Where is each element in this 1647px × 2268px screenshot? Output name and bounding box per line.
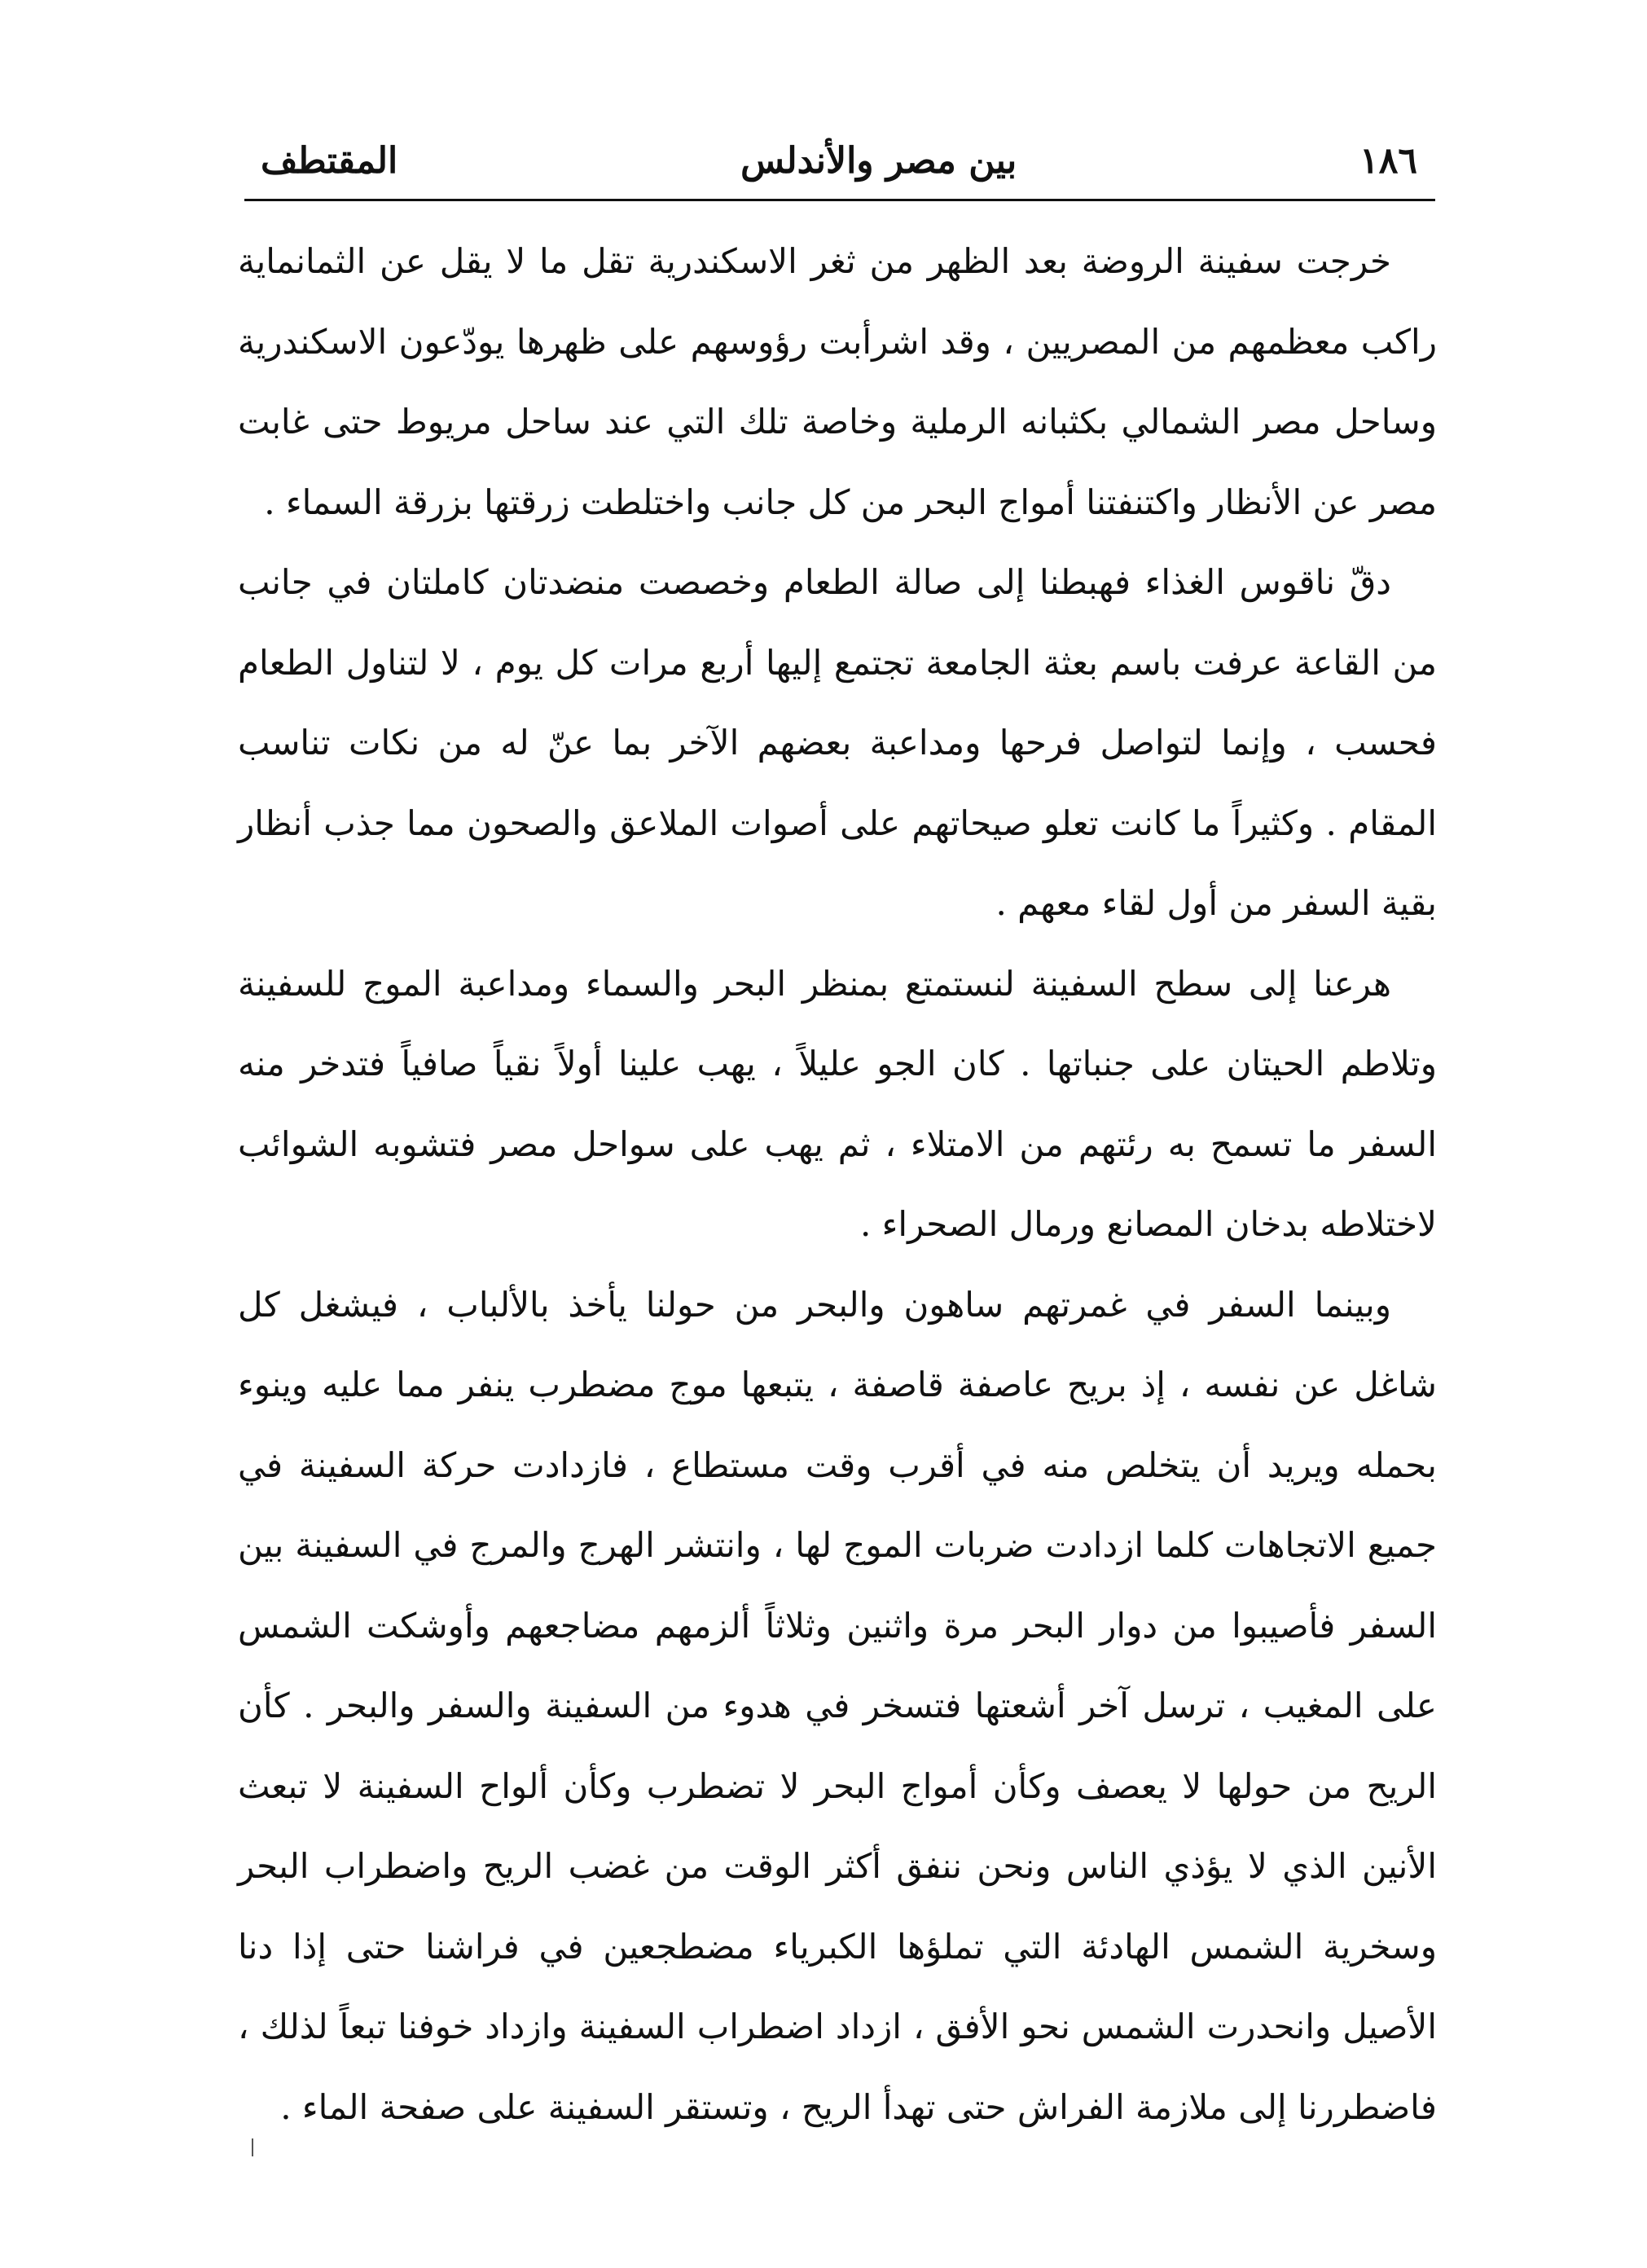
- paragraph-3: هرعنا إلى سطح السفينة لنستمتع بمنظر البحر والسماء ومداعبة الموج للسفينة وتلاطم الحيتان على جنباتها . كان الجو عليلاً ، يهب علينا أولاً نقياً صافياً فتدخر منه السفر ما تسمح به رئتهم من الامتلاء ، ثم يهب على سواحل مصر فتشوبه الشوائب لاختلاطه بدخان المصانع ورمال الصحراء .: [238, 963, 1437, 1244]
- scan-margin-mark: [252, 2138, 253, 2156]
- paragraph-2: دقّ ناقوس الغذاء فهبطنا إلى صالة الطعام وخصصت منضدتان كاملتان في جانب من القاعة عرفت باسم بعثة الجامعة تجتمع إليها أربع مرات كل يوم ، لا لتناول الطعام فحسب ، وإنما لتواصل فرحها ومداعبة بعضهم الآخر بما عنّ له من نكات تناسب المقام . وكثيراً ما كانت تعلو صيحاتهم على أصوات الملاعق والصحون مما جذب أنظار بقية السفر من أول لقاء معهم .: [238, 562, 1437, 923]
- article-title: بين مصر والأندلس: [740, 140, 1017, 182]
- paragraph-4: وبينما السفر في غمرتهم ساهون والبحر من حولنا يأخذ بالألباب ، فيشغل كل شاغل عن نفسه ، إذ بريح عاصفة قاصفة ، يتبعها موج مضطرب ينفر مما عليه وينوء بحمله ويريد أن يتخلص منه في أقرب وقت مستطاع ، فازدادت حركة السفينة في جميع الاتجاهات كلما ازدادت ضربات الموج لها ، وانتشر الهرج والمرج في السفينة بين السفر فأصيبوا من دوار البحر مرة واثنين وثلاثاً ألزمهم مضاجعهم وأوشكت الشمس على المغيب ، ترسل آخر أشعتها فتسخر في هدوء من السفينة والسفر والبحر . كأن الريح من حولها لا يعصف وكأن أمواج البحر لا تضطرب وكأن ألواح السفينة لا تبعث الأنين الذي لا يؤذي الناس ونحن ننفق أكثر الوقت من غضب الريح واضطراب البحر وسخرية الشمس الهادئة التي تملؤها الكبرياء مضطجعين في فراشنا حتى إذا دنا الأصيل وانحدرت الشمس نحو الأفق ، ازداد اضطراب السفينة وازداد خوفنا تبعاً لذلك ، فاضطررنا إلى ملازمة الفراش حتى تهدأ الريح ، وتستقر السفينة على صفحة الماء .: [238, 1284, 1438, 2127]
- article-body: [238, 222, 1437, 2147]
- header-divider: [244, 199, 1435, 201]
- page-number: ١٨٦: [1359, 140, 1417, 182]
- journal-name: المقتطف: [261, 140, 398, 182]
- paragraph-1: خرجت سفينة الروضة بعد الظهر من ثغر الاسكندرية تقل ما لا يقل عن الثمانماية راكب معظمهم من المصريين ، وقد اشرأبت رؤوسهم على ظهرها يودّعون الاسكندرية وساحل مصر الشمالي بكثبانه الرملية وخاصة تلك التي عند ساحل مريوط حتى غابت مصر عن الأنظار واكتنفتنا أمواج البحر من كل جانب واختلطت زرقتها بزرقة السماء .: [238, 241, 1437, 522]
- running-header: [261, 114, 1417, 182]
